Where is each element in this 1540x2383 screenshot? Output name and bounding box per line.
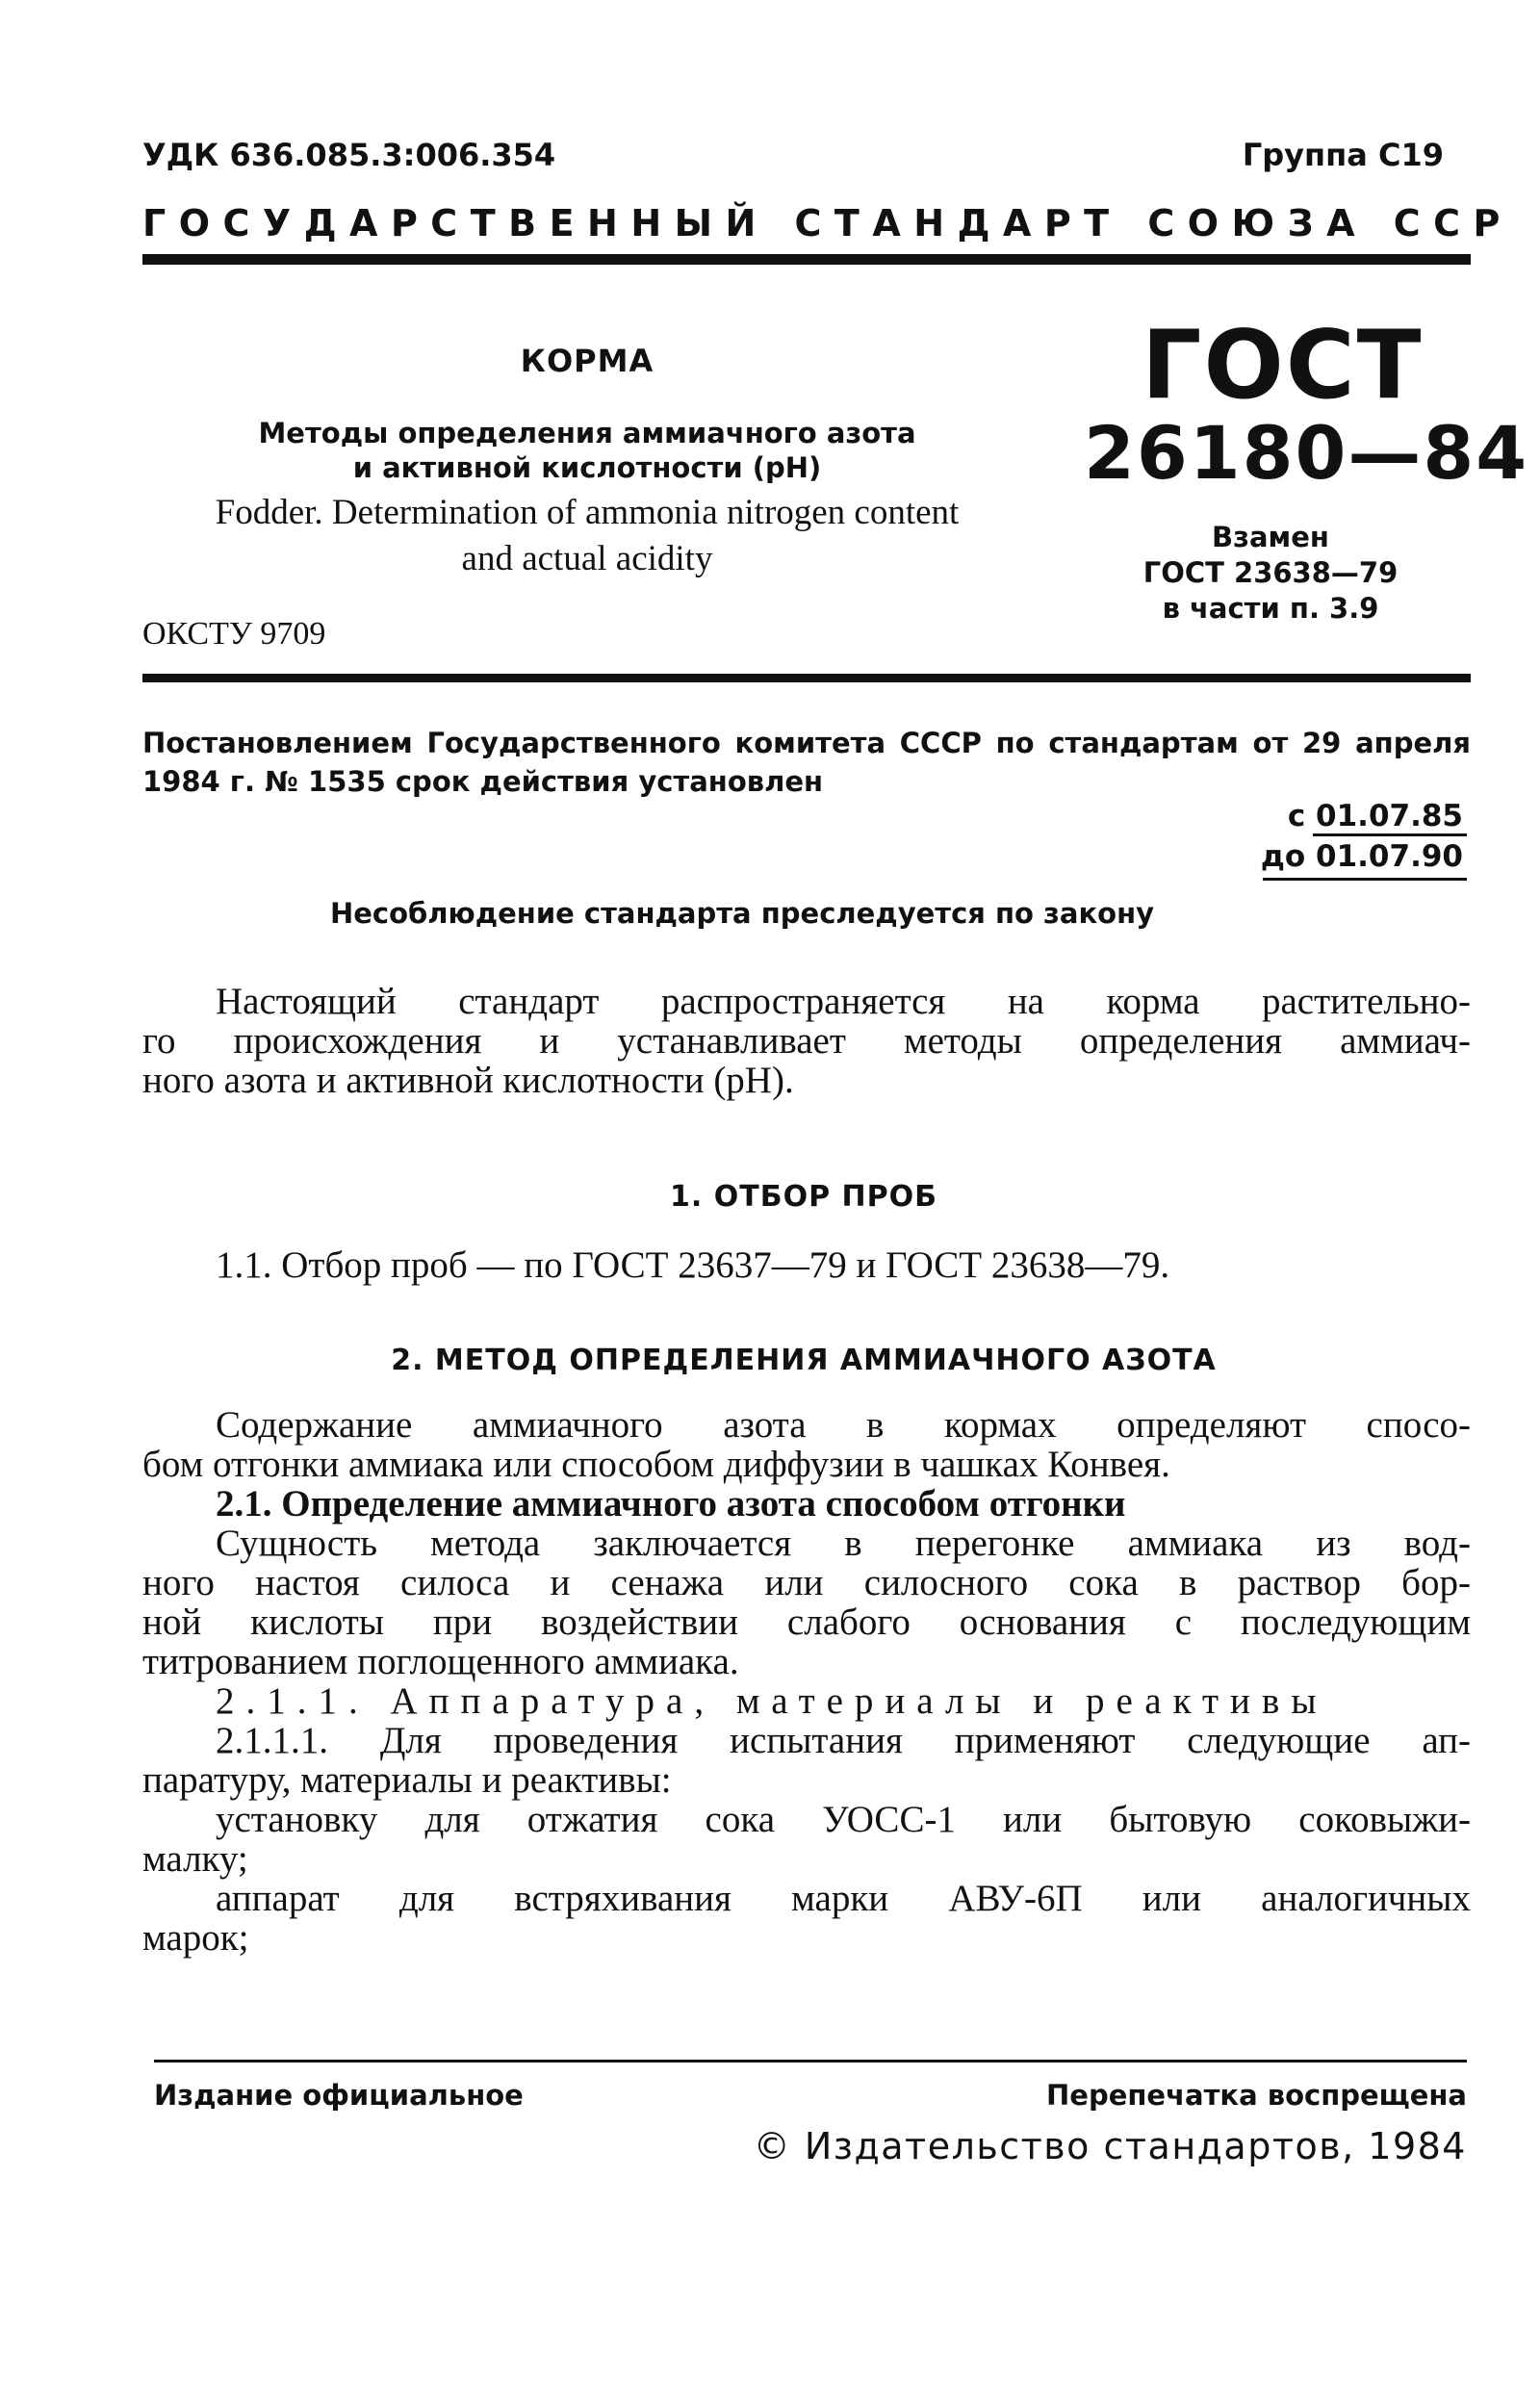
replaces-block	[1126, 520, 1415, 627]
english-title-line-1: Fodder. Determination of ammonia nitrogen content	[215, 493, 960, 532]
section-2-1-1-1-line-2: паратуру, материалы и реактивы:	[142, 1759, 672, 1801]
english-title-line-2: and actual acidity	[461, 539, 713, 578]
section-1-1	[142, 1245, 1471, 1285]
section-2-1-line-3: ной кислоты при воздействии слабого основания с последующим	[142, 1601, 1471, 1643]
decree-line-2: 1984 г. № 1535 срок действия установлен	[142, 765, 824, 798]
validity-from-underline	[1313, 833, 1467, 836]
header-rule	[142, 254, 1471, 265]
intro-line-3: ного азота и активной кислотности (рН).	[142, 1060, 794, 1101]
section-1-1-text: 1.1. Отбор проб — по ГОСТ 23637—79 и ГОСТ 23638—79.	[216, 1244, 1170, 1286]
section-2-1-line-1: Сущность метода заключается в перегонке аммиака из вод-	[216, 1523, 1471, 1564]
copyright-notice: © Издательство стандартов, 1984	[753, 2125, 1467, 2167]
penalty-notice: Несоблюдение стандарта преследуется по закону	[329, 897, 1155, 930]
state-standard-banner: ГОСУДАРСТВЕННЫЙ СТАНДАРТ СОЮЗА ССР	[142, 202, 1513, 244]
edition-label: Издание официальное	[154, 2079, 524, 2112]
section-2-line-2: бом отгонки аммиака или способом диффузии в чашках Конвея.	[142, 1444, 1170, 1485]
section-2-1-line-2: ного настоя силоса и сенажа или силосного сока в раствор бор-	[142, 1562, 1471, 1603]
okstu-code: ОКСТУ 9709	[142, 616, 326, 652]
list-item-2-line-2: марок;	[142, 1917, 249, 1959]
section-2-1-line-4: титрованием поглощенного аммиака.	[142, 1641, 739, 1682]
section-2-1-1-1-line-1: 2.1.1.1. Для проведения испытания применяют следующие ап-	[216, 1720, 1471, 1761]
footer-rule	[154, 2060, 1467, 2063]
validity-from: с 01.07.85	[1287, 799, 1463, 833]
section-2-1-1-heading: 2.1.1. Аппаратура, материалы и реактивы	[216, 1680, 1328, 1722]
reprint-notice: Перепечатка воспрещена	[1046, 2079, 1467, 2112]
group-code: Группа С19	[1242, 137, 1444, 173]
replaces-part: в части п. 3.9	[1162, 592, 1379, 625]
russian-subtitle-line-2: и активной кислотности (рН)	[352, 451, 822, 484]
intro-paragraph	[142, 982, 1471, 1100]
title-rule	[142, 674, 1471, 682]
intro-line-1: Настоящий стандарт распространяется на корма растительно-	[216, 981, 1471, 1022]
title-block	[135, 343, 1040, 577]
intro-line-2: го происхождения и устанавливает методы определения аммиач-	[142, 1020, 1471, 1062]
validity-to-underline	[1263, 878, 1467, 881]
list-item-1-line-1: установку для отжатия сока УОСС-1 или бытовую соковыжи-	[216, 1799, 1471, 1840]
udk-code: УДК 636.085.3:006.354	[142, 137, 556, 173]
decree-line-1: Постановлением Государственного комитета СССР по стандартам от 29 апреля	[142, 727, 1471, 759]
replaces-label: Взамен	[1212, 521, 1329, 553]
gost-label: ГОСТ	[1142, 311, 1424, 421]
section-2-line-1: Содержание аммиачного азота в кормах определяют спосо-	[216, 1404, 1471, 1446]
list-item-1-line-2: малку;	[142, 1838, 248, 1880]
section-2-heading: 2. МЕТОД ОПРЕДЕЛЕНИЯ АММИАЧНОГО АЗОТА	[391, 1344, 1217, 1377]
decree-text	[142, 724, 1471, 801]
russian-subtitle-line-1: Методы определения аммиачного азота	[258, 417, 916, 449]
section-2-paragraph	[142, 1405, 1471, 1958]
document-title: КОРМА	[520, 343, 654, 379]
validity-to: до 01.07.90	[1260, 839, 1463, 874]
list-item-2-line-1: аппарат для встряхивания марки АВУ-6П или аналогичных	[216, 1878, 1471, 1919]
section-2-1-heading: 2.1. Определение аммиачного азота способом отгонки	[216, 1483, 1126, 1525]
gost-number: 26180—84	[1084, 410, 1529, 496]
section-1-heading: 1. ОТБОР ПРОБ	[670, 1180, 937, 1214]
replaces-gost: ГОСТ 23638—79	[1142, 556, 1399, 589]
